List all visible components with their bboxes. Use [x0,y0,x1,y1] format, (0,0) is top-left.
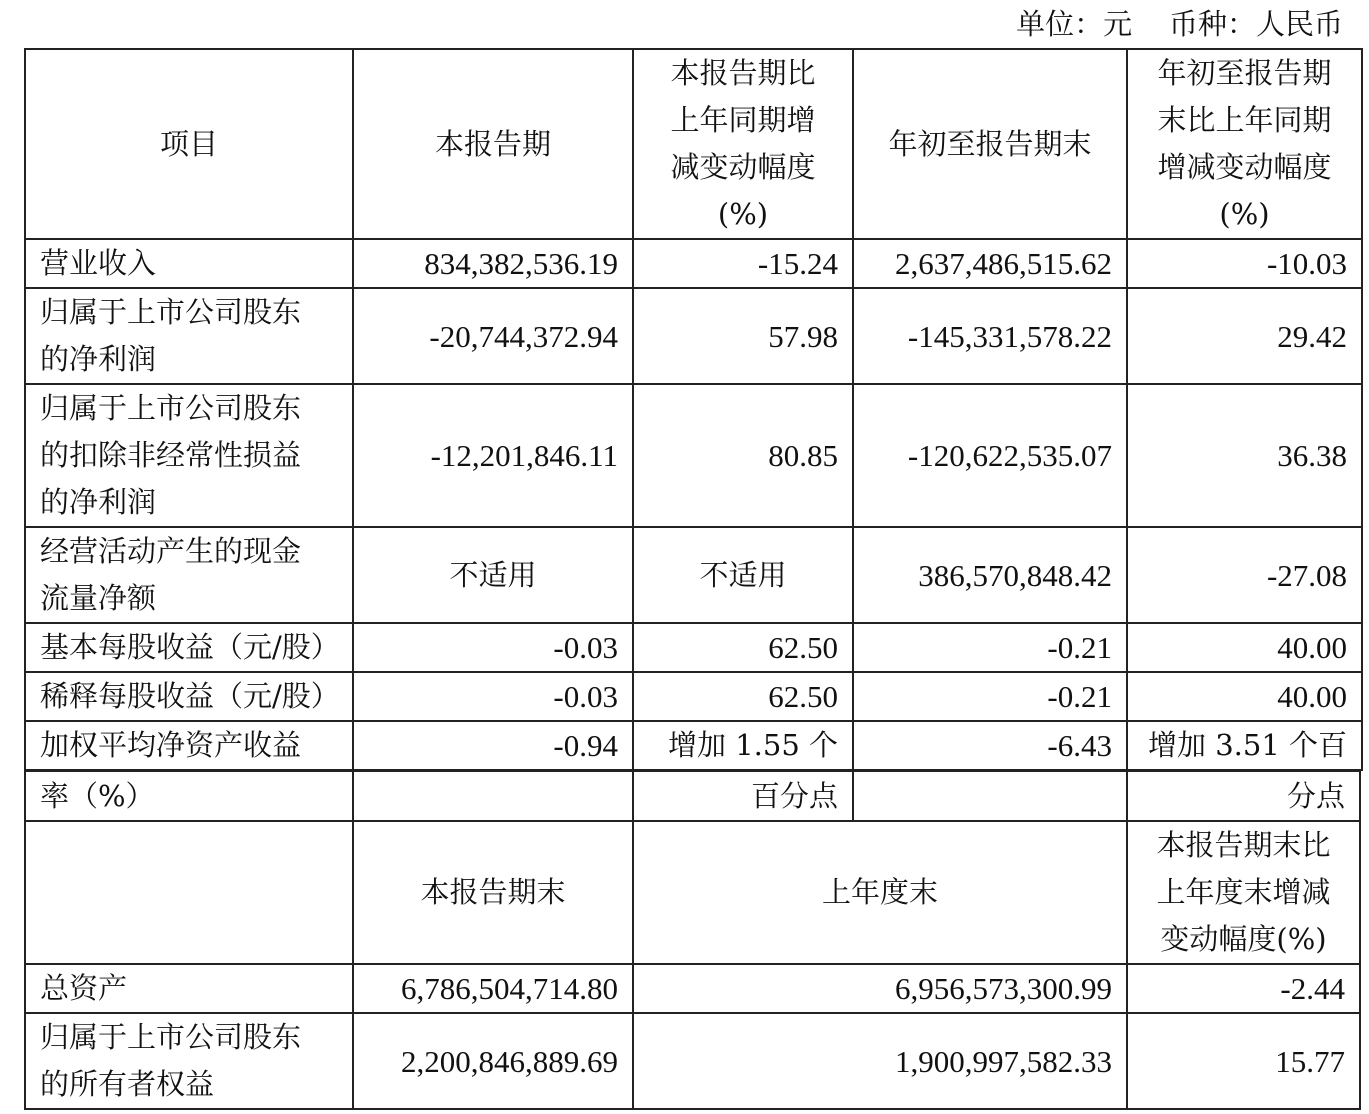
cell-current: -0.94 [353,721,633,770]
cell-current-change: -15.24 [633,239,853,288]
cell-current: 不适用 [353,527,633,623]
row-label: 率（%） [25,771,353,821]
cell-period-end: 6,786,504,714.80 [353,964,633,1013]
table-row [25,964,1360,1013]
header-current-period: 本报告期 [353,49,633,239]
header-current-change: 本报告期比 上年同期增 减变动幅度 (%) [633,49,853,239]
header-prior-year-end: 上年度末 [633,821,1127,964]
cell-current-change: 62.50 [633,672,853,721]
main-financial-data-table [24,48,1363,771]
row-label: 归属于上市公司股东 的扣除非经常性损益 的净利润 [25,384,353,527]
row-label: 总资产 [25,964,353,1013]
cell-current: 834,382,536.19 [353,239,633,288]
cell-current-change: 不适用 [633,527,853,623]
cell-ytd-change: 40.00 [1127,672,1362,721]
table-row [25,1013,1360,1109]
cell-current-change: 80.85 [633,384,853,527]
cell-ytd-change: 分点 [1127,771,1360,821]
cell-ytd-change: -27.08 [1127,527,1362,623]
cell-prior-year-end: 1,900,997,582.33 [633,1013,1127,1109]
cell-current: -0.03 [353,623,633,672]
cell-ytd: 386,570,848.42 [853,527,1127,623]
cell-change: -2.44 [1127,964,1360,1013]
table-row [25,384,1362,527]
cell-ytd-change: 29.42 [1127,288,1362,384]
cell-current: -0.03 [353,672,633,721]
header-ytd: 年初至报告期末 [853,49,1127,239]
cell-ytd-change: 36.38 [1127,384,1362,527]
cell-change: 15.77 [1127,1013,1360,1109]
cell-ytd: -145,331,578.22 [853,288,1127,384]
cell-current [353,771,633,821]
row-label: 营业收入 [25,239,353,288]
cell-current-change: 增加 1.55 个 [633,721,853,770]
row-label: 基本每股收益（元/股） [25,623,353,672]
cell-current-change: 57.98 [633,288,853,384]
header-item [25,821,353,964]
table-row [25,239,1362,288]
table-row [25,721,1362,770]
table-header-row [25,49,1362,239]
row-label: 归属于上市公司股东 的所有者权益 [25,1013,353,1109]
table-header-row [25,821,1360,964]
cell-ytd: -120,622,535.07 [853,384,1127,527]
cell-ytd: -0.21 [853,623,1127,672]
header-change: 本报告期末比 上年度末增减 变动幅度(%) [1127,821,1360,964]
cell-ytd-change: -10.03 [1127,239,1362,288]
cell-ytd-change: 40.00 [1127,623,1362,672]
header-period-end: 本报告期末 [353,821,633,964]
cell-prior-year-end: 6,956,573,300.99 [633,964,1127,1013]
cell-ytd-change: 增加 3.51 个百 [1127,721,1362,770]
cell-ytd: -0.21 [853,672,1127,721]
row-label: 归属于上市公司股东 的净利润 [25,288,353,384]
unit-currency-note: 单位：元 币种：人民币 [1016,7,1343,41]
cell-ytd [853,771,1127,821]
row-label: 稀释每股收益（元/股） [25,672,353,721]
balance-sheet-table [24,770,1361,1110]
table-row [25,623,1362,672]
cell-ytd: 2,637,486,515.62 [853,239,1127,288]
table-row [25,672,1362,721]
cell-current-change: 百分点 [633,771,853,821]
row-label: 加权平均净资产收益 [25,721,353,770]
cell-current: -20,744,372.94 [353,288,633,384]
cell-period-end: 2,200,846,889.69 [353,1013,633,1109]
header-item: 项目 [25,49,353,239]
table-row [25,288,1362,384]
table-row [25,527,1362,623]
cell-ytd: -6.43 [853,721,1127,770]
cell-current: -12,201,846.11 [353,384,633,527]
row-label: 经营活动产生的现金 流量净额 [25,527,353,623]
cell-current-change: 62.50 [633,623,853,672]
table-row-continuation [25,771,1360,821]
header-ytd-change: 年初至报告期 末比上年同期 增减变动幅度 (%) [1127,49,1362,239]
